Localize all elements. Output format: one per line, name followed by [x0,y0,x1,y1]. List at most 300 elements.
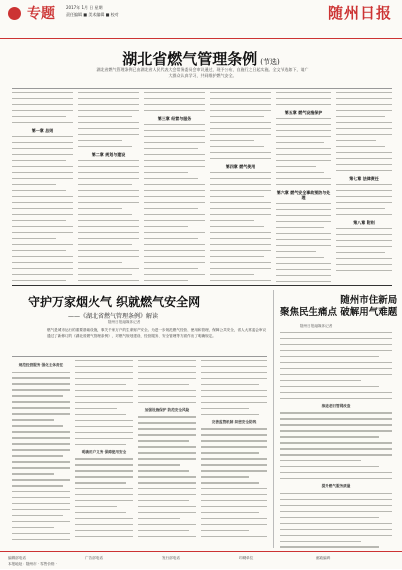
text-line [78,134,139,135]
text-line [201,408,249,409]
text-line [78,256,139,257]
text-line [280,430,392,431]
text-line [336,228,392,229]
text-line [144,166,205,167]
article1-column-6 [336,92,392,282]
text-line [201,428,267,429]
text-line [144,202,205,203]
footer-item: 广告部电话 [85,556,103,560]
text-line [210,152,271,153]
footer-item: 邮政编码 [316,556,331,560]
text-line [210,244,271,245]
text-line [276,148,331,149]
text-line [280,424,392,425]
text-line [12,92,73,93]
text-line [78,202,139,203]
page-footer [0,551,402,570]
text-line [210,128,271,129]
text-line [144,262,205,263]
text-line [280,511,392,512]
text-line [280,356,379,357]
text-line [201,494,267,495]
text-line [336,240,392,241]
text-line [201,446,267,447]
text-line [12,122,73,123]
text-line [75,372,133,373]
text-line [276,245,331,246]
text-line [12,274,73,275]
section-divider [12,285,392,286]
footer-item: 发行部电话 [162,556,180,560]
text-line [12,116,66,117]
text-line [144,130,205,131]
text-line [280,493,392,494]
footer-item: 印刷单位 [239,556,254,560]
text-line [210,104,271,105]
text-line [276,184,331,185]
text-line [12,539,70,540]
text-line [78,184,132,185]
text-line [210,184,271,185]
text-line [75,378,133,379]
text-line [144,274,205,275]
text-line [210,158,271,159]
text-line [144,104,205,105]
text-line [276,275,331,276]
text-line [138,396,196,397]
text-line [12,389,70,390]
text-line [75,458,133,459]
text-line [78,268,139,269]
text-line [276,178,331,179]
text-line [75,536,133,537]
text-line [12,280,66,281]
text-line [210,232,271,233]
text-line [144,142,205,143]
text-line [276,92,331,93]
text-line [12,178,73,179]
text-line [75,524,133,525]
text-line [210,116,264,117]
text-line [280,398,392,399]
text-line [280,368,392,369]
section-name: 专题 [27,6,55,22]
text-line [201,476,249,477]
text-line [201,402,267,403]
text-line [276,209,331,210]
text-line [75,432,133,433]
text-line [280,523,392,524]
text-line [78,250,139,251]
text-line [210,262,271,263]
text-line [336,264,392,265]
text-line [138,446,196,447]
text-line [12,473,54,474]
text-line [75,494,133,495]
text-line [210,172,271,173]
divider [12,356,267,357]
text-line [75,488,133,489]
subheading: 第一章 总则 [31,127,54,133]
text-line [276,203,331,204]
article1-intro: 湖北省燃气管理条例已由湖北省人民代表大会常务委员会审议通过，现予公布，自施行之日起实施。全文节选如下，请广大群众认真学习，共同维护燃气安全。 [96,67,309,78]
text-line [75,482,126,483]
text-line [210,220,254,221]
text-line [12,407,70,408]
text-line [138,500,189,501]
text-line [138,402,196,403]
text-line [138,372,196,373]
text-line [12,521,70,522]
text-line [336,196,392,197]
text-line [78,128,139,129]
text-line [280,338,392,339]
text-line [12,244,73,245]
text-line [280,454,392,455]
text-line [210,92,271,93]
text-line [280,332,392,333]
text-line [276,257,324,258]
text-line [12,256,73,257]
text-line [280,436,379,437]
text-line [78,98,139,99]
text-line [12,497,70,498]
text-line [201,360,267,361]
text-line [138,494,196,495]
text-line [138,536,196,537]
text-line [276,227,324,228]
text-line [75,506,117,507]
text-line [144,136,205,137]
text-line [12,401,70,402]
text-line [12,250,66,251]
text-line [12,431,70,432]
article2-column-1 [12,360,70,548]
text-line [78,178,139,179]
text-line [276,104,331,105]
text-line [280,460,361,461]
text-line [336,116,385,117]
text-line [75,366,133,367]
text-line [78,262,122,263]
text-line [12,419,54,420]
text-line [210,268,271,269]
text-line [12,160,66,161]
text-line [138,428,196,429]
text-line [12,377,70,378]
text-line [201,536,267,537]
text-line [78,214,132,215]
text-line [78,92,139,93]
text-line [12,268,73,269]
text-line [144,250,205,251]
text-line [144,232,205,233]
text-line [12,232,73,233]
section-logo-icon [8,7,21,20]
text-line [12,208,73,209]
text-line [12,413,70,414]
text-line [280,418,392,419]
text-line [144,190,205,191]
text-line [144,148,198,149]
text-line [12,503,70,504]
text-line [336,152,392,153]
text-line [12,172,73,173]
text-line [276,98,331,99]
text-line [144,124,205,125]
text-line [210,256,264,257]
text-line [336,170,392,171]
article1-headline [0,48,402,69]
text-line [280,517,379,518]
text-line [336,214,392,215]
text-line [138,464,180,465]
text-line [276,215,331,216]
text-line [210,238,271,239]
text-line [12,449,70,450]
text-line [138,470,189,471]
text-line [12,395,63,396]
text-line [75,464,133,465]
text-line [75,512,126,513]
text-line [138,366,196,367]
text-line [336,184,392,185]
text-line [138,518,180,519]
text-line [201,440,267,441]
text-line [12,136,73,137]
text-line [280,374,392,375]
text-line [144,226,188,227]
text-line [75,500,133,501]
date-line: 2017年 1月 日 星期 [66,5,103,10]
article3-byline: 随州日报融媒体记者 [300,324,333,328]
text-line [12,98,73,99]
article3-title-line2: 聚焦民生痛点 破解用气难题 [280,307,398,318]
text-line [144,244,205,245]
text-line [75,384,126,385]
article1-column-4 [210,92,271,282]
text-line [336,98,392,99]
article3-title-line1: 随州市住新局 [340,295,398,306]
text-line [144,208,198,209]
text-line [336,202,392,203]
text-line [210,280,271,281]
footer-address: 本报地址：随州市 · 零售价格 · [8,562,57,566]
article2-subtitle: ——《湖北省燃气管理条例》解读 [68,313,159,320]
text-line [138,476,196,477]
text-line [78,140,122,141]
text-line [280,442,392,443]
text-line [138,488,196,489]
text-line [276,124,331,125]
text-line [138,422,196,423]
text-line [144,238,198,239]
article3-column [280,332,392,548]
text-line [336,158,392,159]
text-line [12,214,73,215]
text-line [78,208,122,209]
text-line [78,110,139,111]
text-line [138,530,189,531]
text-line [12,437,70,438]
text-line [78,122,139,123]
subheading: 第六章 燃气安全事故预防与处理 [276,189,331,200]
text-line [276,172,324,173]
text-line [336,252,385,253]
text-line [201,396,267,397]
text-line [336,122,392,123]
text-line [12,184,56,185]
text-line [75,438,133,439]
text-line [280,472,392,473]
text-line [138,416,196,417]
text-line [144,110,205,111]
text-line [75,476,133,477]
text-line [336,164,392,165]
text-line [12,104,73,105]
page-header [0,0,402,39]
subheading: 加强设施保护 防范安全风险 [144,407,190,412]
text-line [276,160,331,161]
subheading: 第三章 经营与服务 [157,115,192,121]
text-line [280,412,392,413]
text-line [12,425,63,426]
masthead: 随州日报 [327,4,392,22]
text-line [78,104,139,105]
text-line [336,110,392,111]
text-line [336,146,385,147]
text-line [12,142,73,143]
editor-line: 责任编辑 ■ 美术编辑 ■ 校对 [66,12,119,17]
text-line [276,166,316,167]
text-line [336,234,392,235]
text-line [276,251,316,252]
article1-column-2 [78,92,139,282]
text-line [210,178,271,179]
text-line [144,160,205,161]
article3-headline [280,295,397,319]
text-line [12,383,70,384]
text-line [210,146,264,147]
text-line [138,506,196,507]
text-line [138,440,189,441]
text-line [12,461,70,462]
text-line [276,130,331,131]
text-line [75,420,133,421]
text-line [210,134,271,135]
article1-column-3 [144,92,205,282]
text-line [78,280,139,281]
text-line [280,529,392,530]
text-line [280,448,392,449]
divider [12,88,392,89]
text-line [201,384,259,385]
text-line [138,512,196,513]
text-line [276,154,331,155]
text-line [280,386,379,387]
text-line [144,92,205,93]
subheading: 第四章 燃气使用 [225,163,256,169]
text-line [201,512,259,513]
text-line [201,464,267,465]
text-line [12,527,54,528]
text-line [138,378,196,379]
text-line [201,378,267,379]
text-line [12,443,70,444]
text-line [12,533,70,534]
text-line [201,414,259,415]
text-line [78,172,139,173]
text-line [12,372,70,373]
text-line [280,505,392,506]
text-line [201,530,249,531]
text-line [276,221,331,222]
text-line [144,196,205,197]
text-line [280,478,392,479]
text-line [78,146,132,147]
subheading: 第七章 法律责任 [349,175,379,181]
subheading: 规范经营服务 强化主体责任 [18,363,64,367]
text-line [276,263,331,264]
text-line [75,470,133,471]
subheading: 推进老旧管网改造 [321,403,351,408]
text-line [280,380,361,381]
text-line [75,414,126,415]
subheading: 第八章 附则 [353,219,375,225]
text-line [144,220,205,221]
text-line [12,110,73,111]
text-line [201,500,267,501]
text-line [336,128,392,129]
text-line [75,408,117,409]
column-rule [273,290,274,548]
text-line [12,190,66,191]
text-line [12,166,73,167]
text-line [12,509,70,510]
text-line [144,154,205,155]
text-line [276,136,331,137]
text-line [12,226,73,227]
text-line [210,208,271,209]
text-line [138,360,196,361]
text-line [336,134,392,135]
text-line [201,390,267,391]
text-line [78,274,132,275]
text-line [138,452,196,453]
text-line [78,190,139,191]
text-line [276,239,331,240]
article2-lead: 燃气是城市运行的重要基础设施，事关千家万户的生命财产安全。为进一步规范燃气经营、使用和管理，保障公共安全，省人大常委会审议通过了新修订的《湖北省燃气管理条例》，对燃气规划建设、经营服务、安全管理等方面作出了明确规定。 [47,328,267,338]
article2-column-3 [138,360,196,548]
text-line [144,214,205,215]
text-line [12,479,70,480]
article2-column-2 [75,360,133,548]
article1-column-5 [276,92,331,282]
text-line [75,518,133,519]
text-line [201,458,267,459]
article2-title: 守护万家烟火气 织就燃气安全网 [28,295,201,309]
text-line [12,238,56,239]
text-line [78,220,139,221]
text-line [280,362,392,363]
article1-column-1 [12,92,73,282]
text-line [280,499,392,500]
text-line [138,524,196,525]
text-line [210,122,271,123]
text-line [138,434,196,435]
text-line [210,226,264,227]
footer-item: 编辑部电话 [8,556,26,560]
